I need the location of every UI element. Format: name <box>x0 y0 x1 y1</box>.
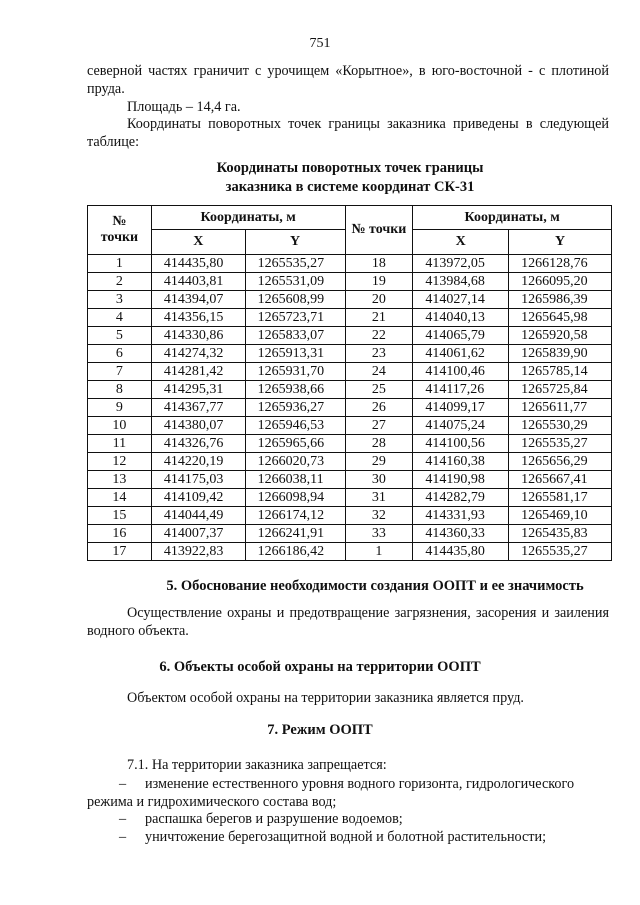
x-value-cell: 414326,76 <box>151 435 245 453</box>
y-value-cell: 1265435,83 <box>509 525 612 543</box>
point-number-cell: 24 <box>345 363 413 381</box>
x-value-cell: 414435,80 <box>413 543 509 561</box>
y-value-cell: 1266128,76 <box>509 255 612 273</box>
y-value-cell: 1265938,66 <box>245 381 345 399</box>
section-5-heading: 5. Обоснование необходимости создания ООПТ и ее значимость <box>166 578 584 594</box>
section-7-intro: 7.1. На территории заказника запрещается: <box>127 757 387 773</box>
point-number-cell: 20 <box>345 291 413 309</box>
x-value-cell: 414360,33 <box>413 525 509 543</box>
y-value-cell: 1265965,66 <box>245 435 345 453</box>
y-value-cell: 1265535,27 <box>509 435 612 453</box>
point-number-cell: 18 <box>345 255 413 273</box>
x-value-cell: 414331,93 <box>413 507 509 525</box>
x-value-cell: 414356,15 <box>151 309 245 327</box>
col-header-coords: Координаты, м <box>151 206 345 230</box>
point-number-cell: 28 <box>345 435 413 453</box>
list-dash: – <box>119 776 127 792</box>
y-value-cell: 1265936,27 <box>245 399 345 417</box>
list-item-text: изменение естественного уровня водного горизонта, гидрологического режима и гидрохимического состава вод; <box>87 776 575 810</box>
point-number-cell: 33 <box>345 525 413 543</box>
coordinates-table-body <box>88 255 612 561</box>
x-value-cell: 414027,14 <box>413 291 509 309</box>
x-value-cell: 414075,24 <box>413 417 509 435</box>
point-number-cell: 27 <box>345 417 413 435</box>
table-row <box>88 525 612 543</box>
y-value-cell: 1265931,70 <box>245 363 345 381</box>
point-number-cell: 2 <box>88 273 152 291</box>
y-value-cell: 1265725,84 <box>509 381 612 399</box>
section-7-heading: 7. Режим ООПТ <box>267 722 373 738</box>
point-number-cell: 13 <box>88 471 152 489</box>
list-item <box>87 828 617 846</box>
y-value-cell: 1265913,31 <box>245 345 345 363</box>
y-value-cell: 1266020,73 <box>245 453 345 471</box>
section-6-text: Объектом особой охраны на территории заказника является пруд. <box>127 690 524 706</box>
point-number-cell: 1 <box>345 543 413 561</box>
y-value-cell: 1265581,17 <box>509 489 612 507</box>
area-paragraph: Площадь – 14,4 га. <box>127 99 241 115</box>
y-value-cell: 1265656,29 <box>509 453 612 471</box>
list-item-text: уничтожение берегозащитной водной и болотной растительности; <box>145 829 547 845</box>
table-title-line1: Координаты поворотных точек границы <box>216 160 484 176</box>
table-row <box>88 273 612 291</box>
point-number-cell: 23 <box>345 345 413 363</box>
x-value-cell: 413972,05 <box>413 255 509 273</box>
col-header-x: X <box>413 230 509 255</box>
point-number-cell: 14 <box>88 489 152 507</box>
y-value-cell: 1265920,58 <box>509 327 612 345</box>
point-number-cell: 17 <box>88 543 152 561</box>
point-number-cell: 25 <box>345 381 413 399</box>
x-value-cell: 414367,77 <box>151 399 245 417</box>
x-value-cell: 413984,68 <box>413 273 509 291</box>
point-number-cell: 16 <box>88 525 152 543</box>
list-dash: – <box>119 811 127 827</box>
x-value-cell: 414065,79 <box>413 327 509 345</box>
point-number-cell: 8 <box>88 381 152 399</box>
table-row <box>88 471 612 489</box>
col-header-coords: Координаты, м <box>413 206 612 230</box>
x-value-cell: 414109,42 <box>151 489 245 507</box>
x-value-cell: 414100,56 <box>413 435 509 453</box>
y-value-cell: 1265723,71 <box>245 309 345 327</box>
y-value-cell: 1265535,27 <box>245 255 345 273</box>
x-value-cell: 414040,13 <box>413 309 509 327</box>
table-row <box>88 399 612 417</box>
col-header-point: № точки <box>345 206 413 255</box>
x-value-cell: 414044,49 <box>151 507 245 525</box>
y-value-cell: 1265839,90 <box>509 345 612 363</box>
y-value-cell: 1266174,12 <box>245 507 345 525</box>
point-number-cell: 11 <box>88 435 152 453</box>
table-row <box>88 453 612 471</box>
y-value-cell: 1265833,07 <box>245 327 345 345</box>
section-6-heading: 6. Объекты особой охраны на территории ООПТ <box>159 659 481 675</box>
point-number-cell: 21 <box>345 309 413 327</box>
point-number-cell: 15 <box>88 507 152 525</box>
x-value-cell: 414330,86 <box>151 327 245 345</box>
x-value-cell: 414061,62 <box>413 345 509 363</box>
x-value-cell: 414281,42 <box>151 363 245 381</box>
table-row <box>88 435 612 453</box>
y-value-cell: 1265530,29 <box>509 417 612 435</box>
list-item <box>87 810 617 828</box>
point-number-cell: 22 <box>345 327 413 345</box>
point-number-cell: 4 <box>88 309 152 327</box>
table-title-line2: заказника в системе координат СК-31 <box>225 179 475 195</box>
table-row <box>88 345 612 363</box>
x-value-cell: 414099,17 <box>413 399 509 417</box>
col-header-y: Y <box>509 230 612 255</box>
table-row <box>88 417 612 435</box>
y-value-cell: 1265531,09 <box>245 273 345 291</box>
x-value-cell: 414190,98 <box>413 471 509 489</box>
point-number-cell: 19 <box>345 273 413 291</box>
y-value-cell: 1265608,99 <box>245 291 345 309</box>
section-5-text: Осуществление охраны и предотвращение загрязнения, засорения и заиления водного объекта. <box>87 605 609 639</box>
y-value-cell: 1265611,77 <box>509 399 612 417</box>
col-header-point: № точки <box>88 206 152 255</box>
y-value-cell: 1266241,91 <box>245 525 345 543</box>
col-header-y: Y <box>245 230 345 255</box>
table-title <box>0 159 640 197</box>
intro-paragraph: северной частях граничит с урочищем «Корытное», в юго-восточной - с плотиной пруда. <box>87 63 609 97</box>
point-number-cell: 10 <box>88 417 152 435</box>
point-number-cell: 12 <box>88 453 152 471</box>
x-value-cell: 414160,38 <box>413 453 509 471</box>
y-value-cell: 1265645,98 <box>509 309 612 327</box>
table-row <box>88 291 612 309</box>
x-value-cell: 414435,80 <box>151 255 245 273</box>
y-value-cell: 1266186,42 <box>245 543 345 561</box>
x-value-cell: 414295,31 <box>151 381 245 399</box>
x-value-cell: 414394,07 <box>151 291 245 309</box>
y-value-cell: 1266098,94 <box>245 489 345 507</box>
point-number-cell: 31 <box>345 489 413 507</box>
coordinates-table <box>87 205 612 561</box>
y-value-cell: 1265946,53 <box>245 417 345 435</box>
point-number-cell: 32 <box>345 507 413 525</box>
point-number-cell: 6 <box>88 345 152 363</box>
table-row <box>88 381 612 399</box>
x-value-cell: 414403,81 <box>151 273 245 291</box>
x-value-cell: 414007,37 <box>151 525 245 543</box>
page-number: 751 <box>309 36 331 51</box>
table-row <box>88 327 612 345</box>
y-value-cell: 1265986,39 <box>509 291 612 309</box>
point-number-cell: 29 <box>345 453 413 471</box>
x-value-cell: 414100,46 <box>413 363 509 381</box>
y-value-cell: 1265667,41 <box>509 471 612 489</box>
point-number-cell: 26 <box>345 399 413 417</box>
x-value-cell: 414117,26 <box>413 381 509 399</box>
point-number-cell: 3 <box>88 291 152 309</box>
table-row <box>88 489 612 507</box>
x-value-cell: 414220,19 <box>151 453 245 471</box>
x-value-cell: 414175,03 <box>151 471 245 489</box>
point-number-cell: 5 <box>88 327 152 345</box>
point-number-cell: 7 <box>88 363 152 381</box>
table-row <box>88 309 612 327</box>
table-row <box>88 255 612 273</box>
table-row <box>88 543 612 561</box>
point-number-cell: 9 <box>88 399 152 417</box>
list-item <box>87 775 617 811</box>
table-row <box>88 363 612 381</box>
y-value-cell: 1265785,14 <box>509 363 612 381</box>
coords-intro-paragraph: Координаты поворотных точек границы заказника приведены в следующей таблице: <box>87 116 609 150</box>
list-dash: – <box>119 829 127 845</box>
table-row <box>88 507 612 525</box>
x-value-cell: 414274,32 <box>151 345 245 363</box>
y-value-cell: 1266095,20 <box>509 273 612 291</box>
y-value-cell: 1265469,10 <box>509 507 612 525</box>
point-number-cell: 30 <box>345 471 413 489</box>
y-value-cell: 1265535,27 <box>509 543 612 561</box>
point-number-cell: 1 <box>88 255 152 273</box>
x-value-cell: 414282,79 <box>413 489 509 507</box>
col-header-x: X <box>151 230 245 255</box>
list-item-text: распашка берегов и разрушение водоемов; <box>145 811 403 827</box>
y-value-cell: 1266038,11 <box>245 471 345 489</box>
x-value-cell: 413922,83 <box>151 543 245 561</box>
x-value-cell: 414380,07 <box>151 417 245 435</box>
